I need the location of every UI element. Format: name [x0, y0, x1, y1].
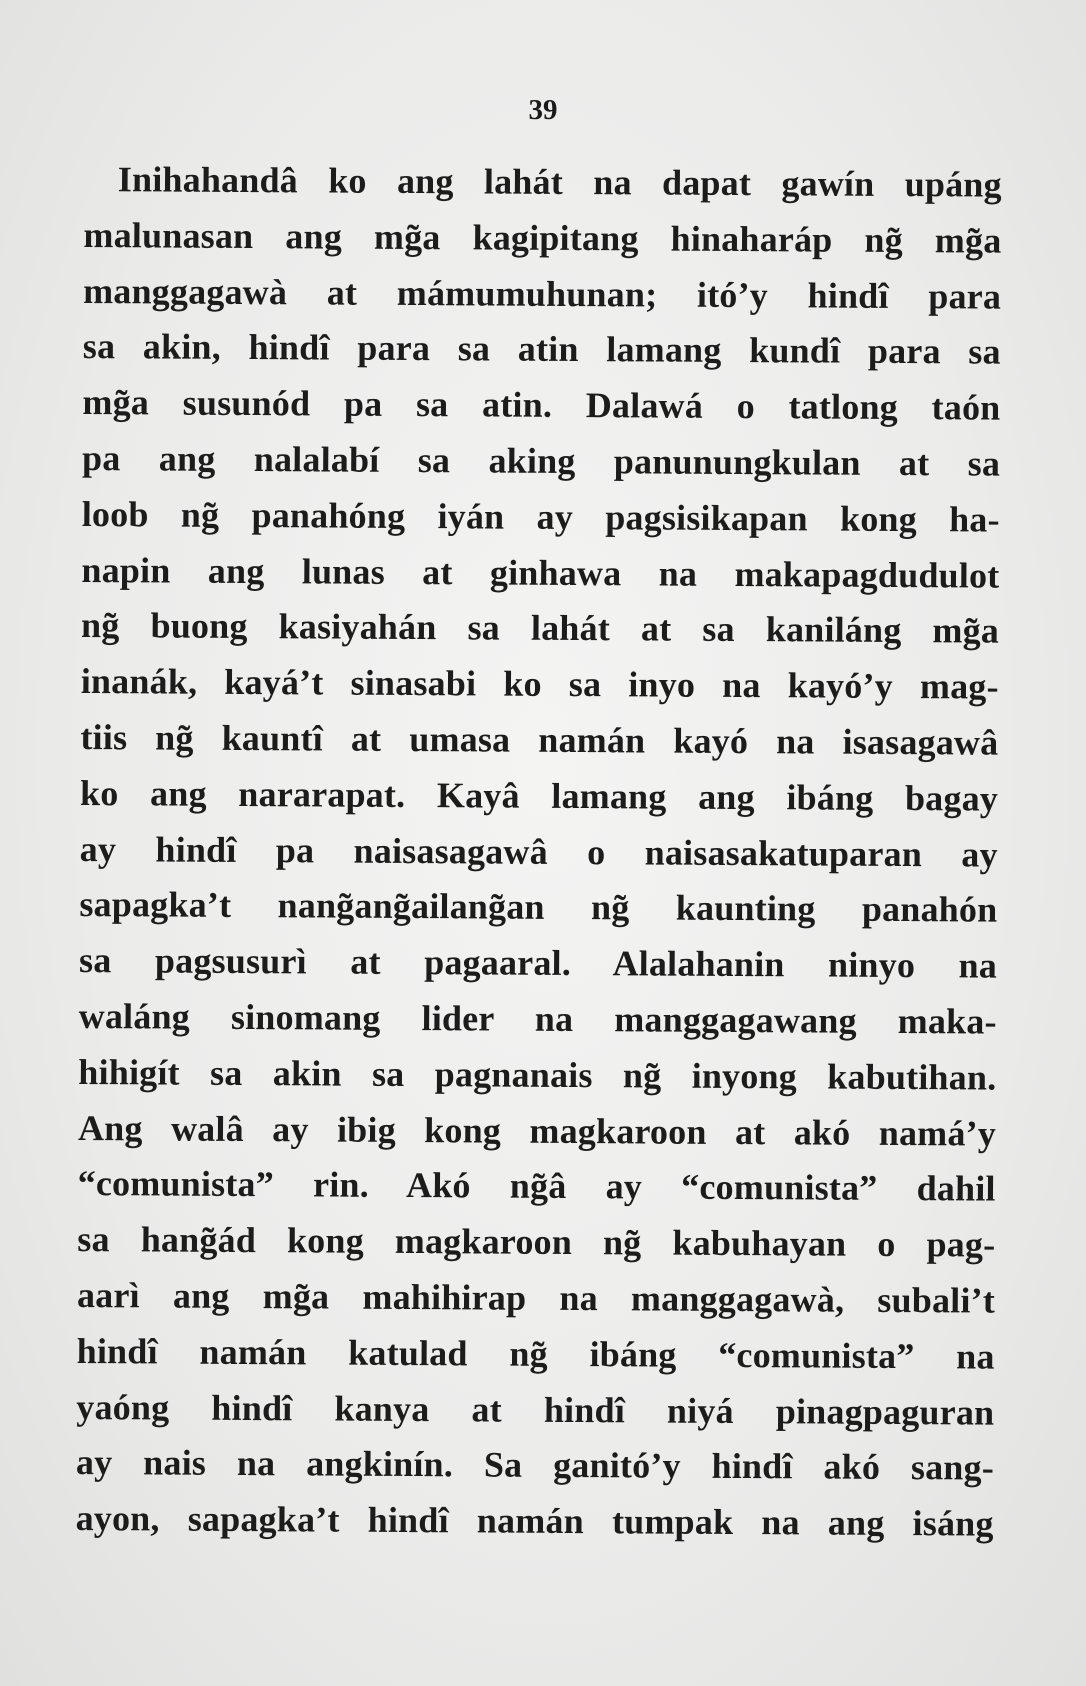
- text-line: sa pagsusurì at pagaaral. Alalahanin ninyo na: [78, 940, 998, 986]
- text-line: sa akin, hindî para sa atin lamang kundî para sa: [82, 326, 1001, 372]
- text-line: sa hang̃ád kong magkaroon ng̃ kabuhayan o pag-: [77, 1219, 996, 1265]
- text-line: mg̃a susunód pa sa atin. Dalawá o tatlong taón: [82, 382, 1001, 428]
- text-line: ay hindî pa naisasagawâ o naisasakatuparan ay: [79, 828, 998, 875]
- text-line: ko ang nararapat. Kayâ lamang ang ibáng bagay: [79, 772, 999, 819]
- text-line: napin ang lunas at ginhawa na makapagdudulot: [81, 549, 1000, 596]
- text-line: ng̃ buong kasiyahán sa lahát at sa kaniláng mg̃a: [80, 605, 1000, 651]
- body-text: [75, 152, 1002, 1553]
- text-line: tiis ng̃ kauntî at umasa namán kayó na isasagawâ: [80, 716, 999, 763]
- text-line: yaóng hindî kanya at hindî niyá pinagpaguran: [76, 1386, 995, 1433]
- text-line: hihigít sa akin sa pagnanais ng̃ inyong kabutihan.: [78, 1051, 997, 1098]
- text-line: Ang walâ ay ibig kong magkaroon at akó namá’y: [77, 1107, 997, 1154]
- text-line: pa ang nalalabí sa aking panunungkulan at sa: [82, 437, 1001, 484]
- text-line: “comunista” rin. Akó ng̃â ay “comunista” dahil: [77, 1163, 996, 1209]
- text-line: ay nais na angkinín. Sa ganitó’y hindî akó sang-: [75, 1442, 995, 1488]
- text-line: Inihahandâ ko ang lahát na dapat gawín upáng: [117, 159, 1002, 205]
- text-line: hindî namán katulad ng̃ ibáng “comunista” na: [76, 1330, 995, 1377]
- text-line: malunasan ang mg̃a kagipitang hinaharáp ng̃ mg̃a: [83, 214, 1002, 261]
- text-line: waláng sinomang lider na manggagawang maka-: [78, 995, 997, 1042]
- text-line: sapagka’t nang̃ang̃ailang̃an ng̃ kaunting panahón: [79, 884, 998, 930]
- text-line: aarì ang mg̃a mahihirap na manggagawà, subali’t: [76, 1274, 996, 1321]
- page-number: 39: [528, 94, 558, 126]
- text-line: manggagawà at mámumuhunan; itó’y hindî para: [83, 270, 1002, 317]
- text-line: loob ng̃ panahóng iyán ay pagsisikapan kong ha-: [81, 493, 1000, 540]
- text-line: ayon, sapagka’t hindî namán tumpak na ang isáng: [75, 1498, 994, 1544]
- text-line: inanák, kayá’t sinasabi ko sa inyo na kayó’y mag-: [80, 661, 999, 707]
